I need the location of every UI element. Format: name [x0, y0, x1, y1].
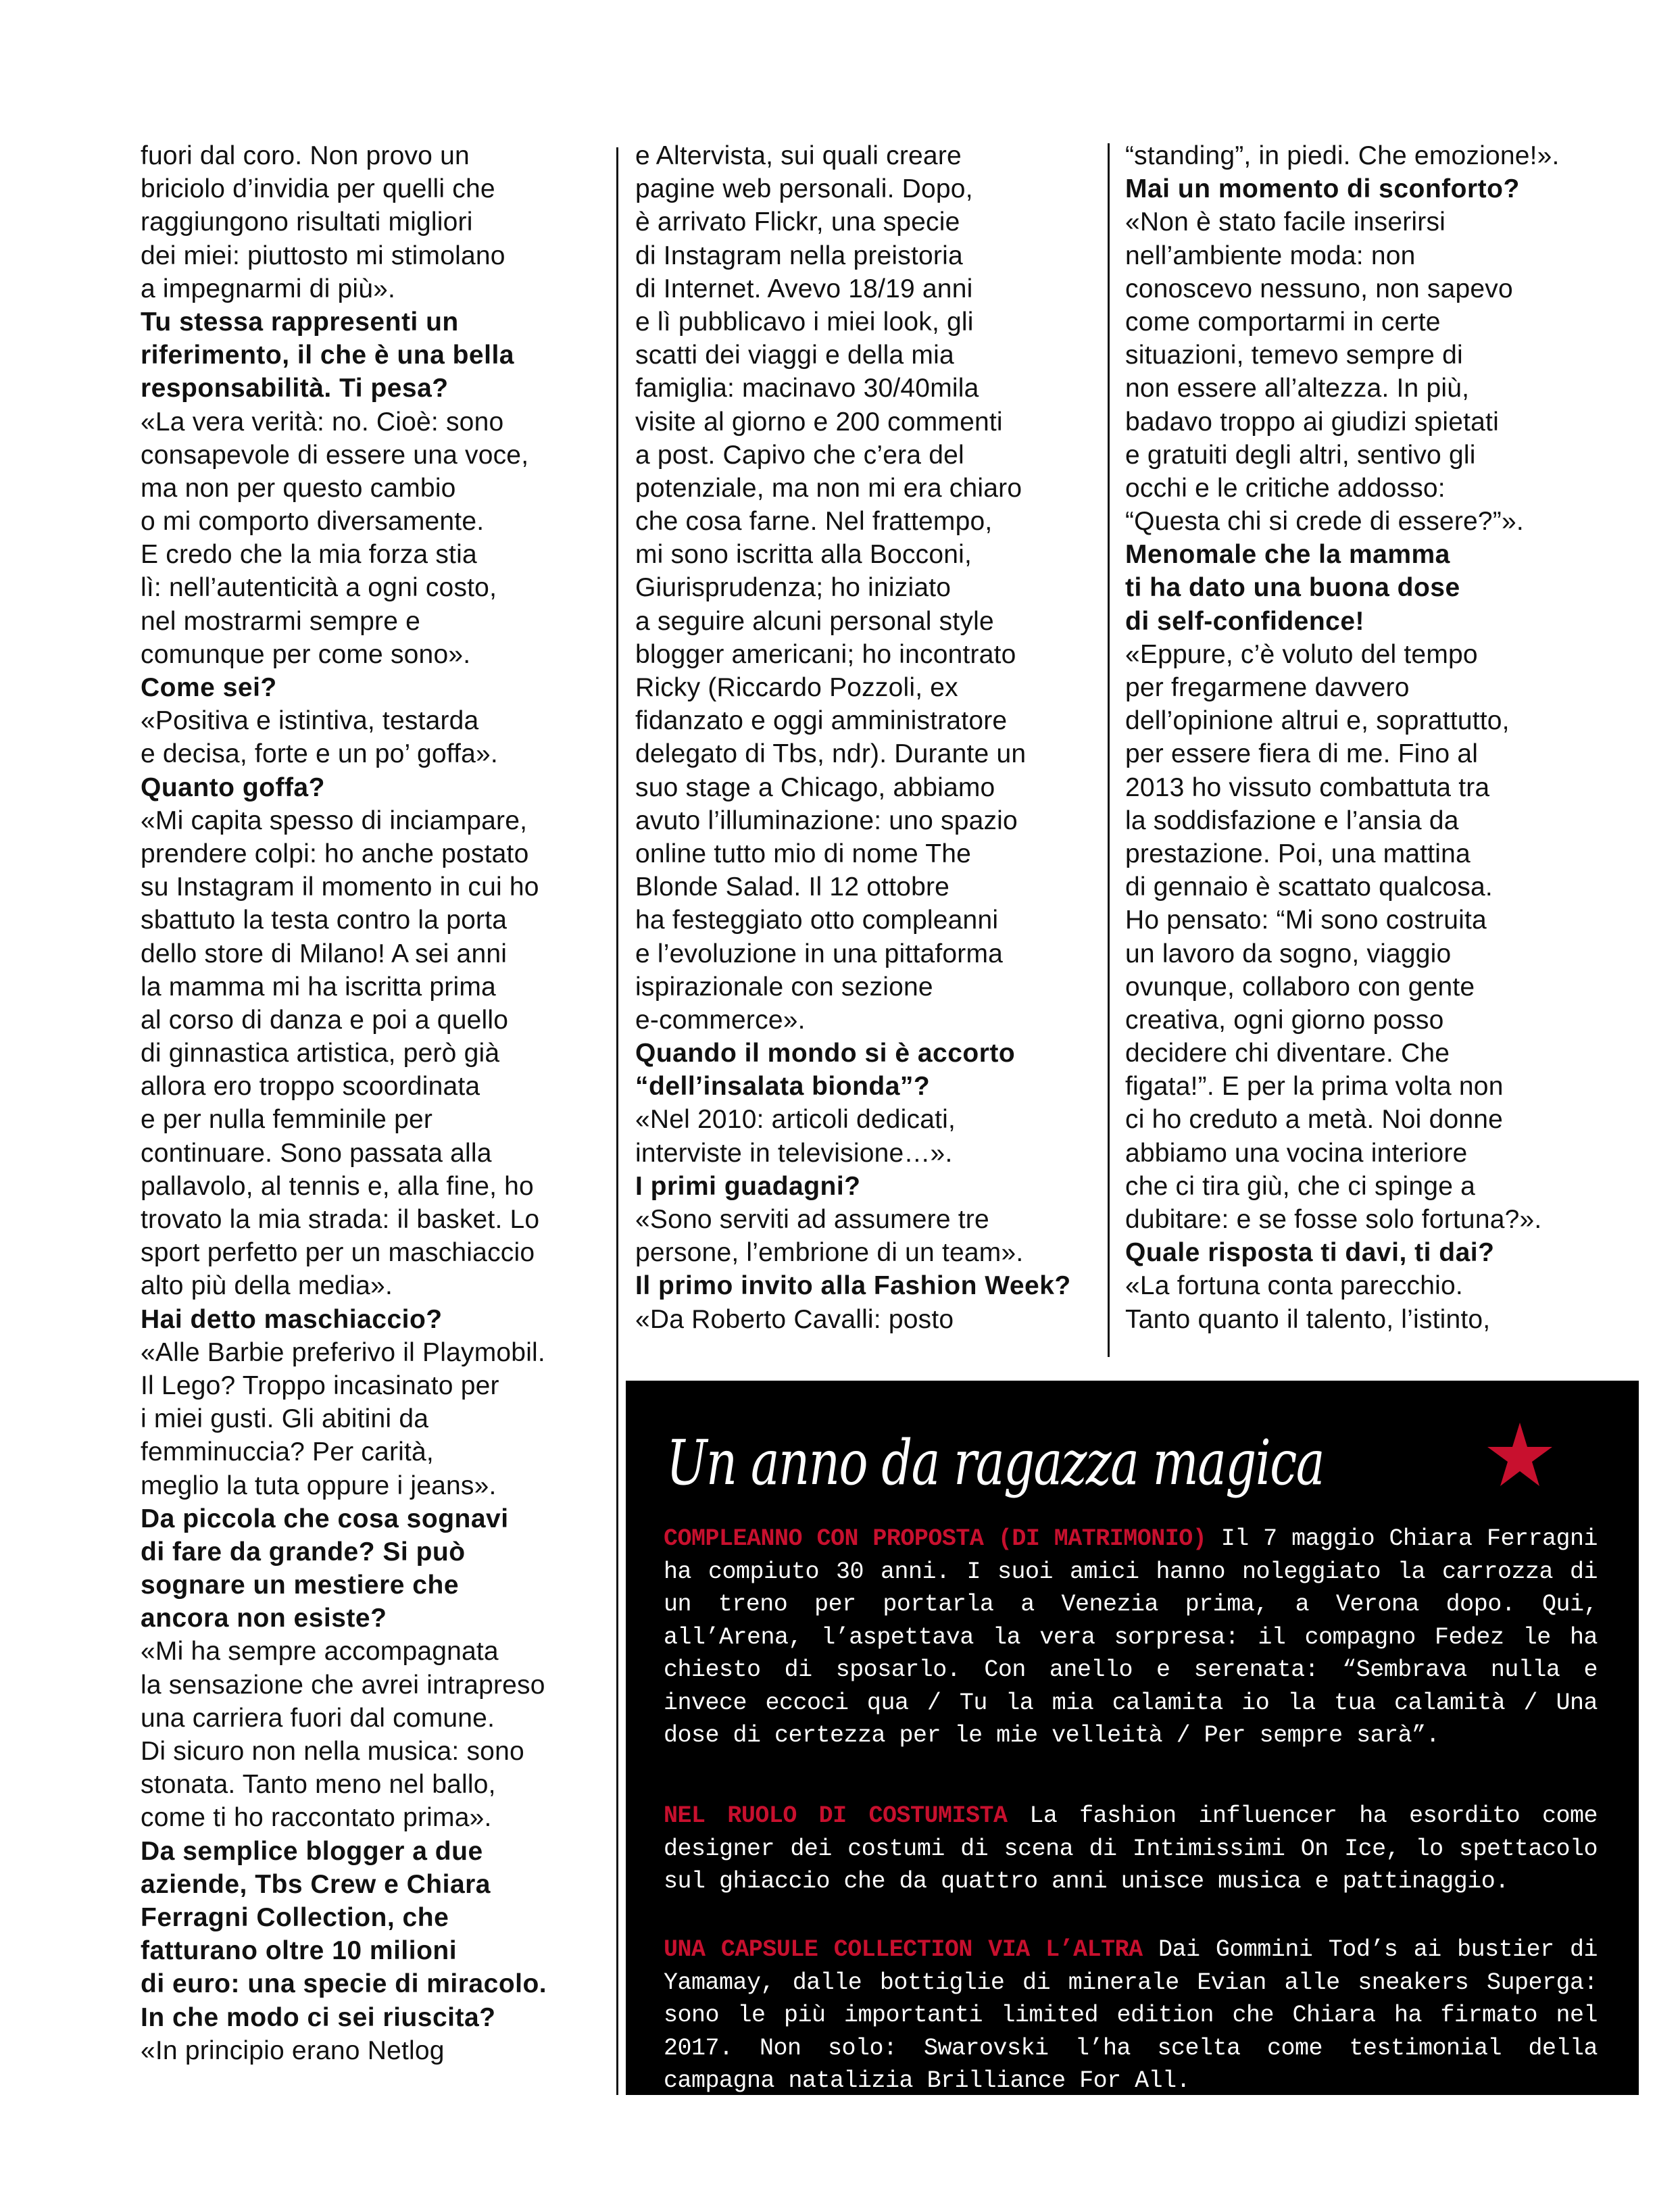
- interview-question-line: di self-confidence!: [1125, 606, 1365, 636]
- interview-question-line: Quando il mondo si è accorto: [635, 1039, 1016, 1068]
- sidebar-item: [664, 1800, 1598, 1898]
- interview-question-line: Menomale che la mamma: [1125, 540, 1450, 570]
- interview-answer-line: Ho pensato: “Mi sono costruita: [1125, 906, 1487, 935]
- interview-answer-line: su Instagram il momento in cui ho: [141, 872, 539, 902]
- interview-answer-line: “standing”, in piedi. Che emozione!».: [1125, 141, 1560, 170]
- interview-answer-line: ispirazionale con sezione: [635, 972, 933, 1002]
- interview-answer-line: «Alle Barbie preferivo il Playmobil.: [141, 1337, 545, 1367]
- interview-answer-line: figata!”. E per la prima volta non: [1125, 1072, 1504, 1102]
- interview-answer-line: comunque per come sono».: [141, 639, 471, 669]
- interview-answer-line: a seguire alcuni personal style: [635, 606, 994, 636]
- interview-question-line: Tu stessa rappresenti un: [141, 307, 459, 337]
- sidebar-title: Un anno da ragazza magica: [666, 1427, 1324, 1499]
- interview-question-line: aziende, Tbs Crew e Chiara: [141, 1869, 491, 1899]
- interview-question-line: Come sei?: [141, 673, 277, 702]
- interview-answer-line: conoscevo nessuno, non sapevo: [1125, 274, 1513, 303]
- interview-answer-line: occhi e le critiche addosso:: [1125, 473, 1446, 503]
- interview-answer-line: Blonde Salad. Il 12 ottobre: [635, 872, 950, 902]
- interview-question-line: In che modo ci sei riuscita?: [141, 2002, 496, 2032]
- interview-answer-line: un lavoro da sogno, viaggio: [1125, 939, 1452, 968]
- interview-answer-line: E credo che la mia forza stia: [141, 540, 477, 570]
- interview-answer-line: abbiamo una vocina interiore: [1125, 1138, 1468, 1168]
- interview-answer-line: che ci tira giù, che ci spinge a: [1125, 1171, 1476, 1201]
- interview-answer-line: e lì pubblicavo i miei look, gli: [635, 307, 974, 337]
- interview-answer-line: avuto l’illuminazione: uno spazio: [635, 806, 1018, 835]
- interview-answer-line: e gratuiti degli altri, sentivo gli: [1125, 440, 1476, 470]
- interview-answer-line: stonata. Tanto meno nel ballo,: [141, 1770, 496, 1800]
- interview-question-line: I primi guadagni?: [635, 1171, 861, 1201]
- interview-answer-line: continuare. Sono passata alla: [141, 1138, 492, 1168]
- interview-answer-line: mi sono iscritta alla Bocconi,: [635, 540, 972, 570]
- interview-answer-line: «La vera verità: no. Cioè: sono: [141, 407, 504, 437]
- interview-answer-line: ha festeggiato otto compleanni: [635, 906, 999, 935]
- column-divider-2: [1108, 143, 1110, 1357]
- interview-answer-line: al corso di danza e poi a quello: [141, 1005, 509, 1035]
- interview-answer-line: delegato di Tbs, ndr). Durante un: [635, 739, 1027, 769]
- article-column-1: [141, 139, 607, 2067]
- interview-question-line: ancora non esiste?: [141, 1604, 387, 1633]
- interview-answer-line: e decisa, forte e un po’ goffa».: [141, 739, 498, 769]
- interview-question-line: “dell’insalata bionda”?: [635, 1072, 931, 1102]
- interview-answer-line: meglio la tuta oppure i jeans».: [141, 1471, 497, 1500]
- interview-answer-line: di Instagram nella preistoria: [635, 241, 963, 270]
- interview-answer-line: trovato la mia strada: il basket. Lo: [141, 1205, 540, 1234]
- interview-answer-line: prestazione. Poi, una mattina: [1125, 839, 1471, 868]
- interview-question-line: Da piccola che cosa sognavi: [141, 1504, 509, 1533]
- interview-answer-line: 2013 ho vissuto combattuta tra: [1125, 772, 1490, 802]
- interview-answer-line: ci ho creduto a metà. Noi donne: [1125, 1105, 1504, 1135]
- interview-answer-line: dello store di Milano! A sei anni: [141, 939, 508, 968]
- interview-question-line: sognare un mestiere che: [141, 1571, 460, 1600]
- interview-answer-line: pagine web personali. Dopo,: [635, 174, 973, 204]
- interview-answer-line: «Positiva e istintiva, testarda: [141, 706, 479, 736]
- interview-answer-line: che cosa farne. Nel frattempo,: [635, 507, 993, 537]
- interview-answer-line: sbattuto la testa contro la porta: [141, 906, 508, 935]
- interview-answer-line: prendere colpi: ho anche postato: [141, 839, 529, 868]
- interview-answer-line: ovunque, collaboro con gente: [1125, 972, 1475, 1002]
- sidebar-item-body: Dai Gommini Tod’s ai bustier di Yamamay, dalle bottiglie di minerale Evian alle sneakers Superga: sono le più importanti limited edition che Chiara ha firmato nel 2017. Non solo: Swarovski l’ha scelta come testimonial della campagna natalizia Brilliance For All.: [664, 1936, 1598, 2094]
- interview-question-line: responsabilità. Ti pesa?: [141, 374, 449, 403]
- interview-question-line: Hai detto maschiaccio?: [141, 1304, 443, 1334]
- interview-answer-line: femminuccia? Per carità,: [141, 1437, 434, 1467]
- interview-answer-line: come ti ho raccontato prima».: [141, 1803, 492, 1833]
- interview-answer-line: dell’opinione altrui e, soprattutto,: [1125, 706, 1510, 736]
- interview-answer-line: o mi comporto diversamente.: [141, 507, 485, 537]
- interview-answer-line: a impegnarmi di più».: [141, 274, 396, 303]
- interview-answer-line: famiglia: macinavo 30/40mila: [635, 374, 979, 403]
- interview-answer-line: scatti dei viaggi e della mia: [635, 341, 954, 370]
- column-divider-1: [616, 147, 618, 2095]
- star-icon: [1483, 1421, 1557, 1489]
- interview-answer-line: «La fortuna conta parecchio.: [1125, 1271, 1463, 1301]
- interview-answer-line: di gennaio è scattato qualcosa.: [1125, 872, 1493, 902]
- interview-answer-line: fuori dal coro. Non provo un: [141, 141, 470, 170]
- interview-answer-line: blogger americani; ho incontrato: [635, 639, 1016, 669]
- interview-answer-line: ma non per questo cambio: [141, 473, 456, 503]
- interview-answer-line: situazioni, temevo sempre di: [1125, 341, 1463, 370]
- interview-question-line: fatturano oltre 10 milioni: [141, 1936, 458, 1966]
- sidebar-item-kicker: NEL RUOLO DI COSTUMISTA: [664, 1802, 1008, 1829]
- interview-answer-line: «In principio erano Netlog: [141, 2036, 445, 2065]
- interview-answer-line: «Mi ha sempre accompagnata: [141, 1637, 499, 1667]
- interview-answer-line: e Altervista, sui quali creare: [635, 141, 962, 170]
- interview-answer-line: è arrivato Flickr, una specie: [635, 207, 960, 237]
- interview-answer-line: sport perfetto per un maschiaccio: [141, 1238, 535, 1268]
- sidebar-item-body: Il 7 maggio Chiara Ferragni ha compiuto 30 anni. I suoi amici hanno noleggiato la carrozza di un treno per portarla a Venezia prima, a Verona dopo. Qui, all’Arena, l’aspettava la vera sorpresa: il compagno Fedez le ha chiesto di sposarlo. Con anello e serenata: “Sembrava nulla e invece eccoci qua / Tu la mia calamita io la tua calamità / Una dose di certezza per le mie velleità / Per sempre sarà”.: [664, 1525, 1598, 1749]
- interview-answer-line: “Questa chi si crede di essere?”».: [1125, 507, 1524, 537]
- interview-question-line: Quale risposta ti davi, ti dai?: [1125, 1238, 1495, 1268]
- interview-question-line: Ferragni Collection, che: [141, 1902, 449, 1932]
- interview-question-line: Quanto goffa?: [141, 772, 325, 802]
- interview-answer-line: per fregarmene davvero: [1125, 673, 1410, 702]
- interview-answer-line: dei miei: piuttosto mi stimolano: [141, 241, 505, 270]
- interview-answer-line: lì: nell’autenticità a ogni costo,: [141, 573, 497, 603]
- sidebar-item-kicker: UNA CAPSULE COLLECTION VIA L’ALTRA: [664, 1936, 1143, 1963]
- interview-question-line: ti ha dato una buona dose: [1125, 573, 1460, 603]
- interview-answer-line: per essere fiera di me. Fino al: [1125, 739, 1479, 769]
- interview-question-line: di fare da grande? Si può: [141, 1537, 466, 1567]
- interview-answer-line: creativa, ogni giorno posso: [1125, 1005, 1444, 1035]
- interview-question-line: Da semplice blogger a due: [141, 1836, 483, 1866]
- interview-question-line: di euro: una specie di miracolo.: [141, 1969, 547, 1999]
- interview-answer-line: fidanzato e oggi amministratore: [635, 706, 1008, 736]
- interview-answer-line: «Non è stato facile inserirsi: [1125, 207, 1446, 237]
- interview-answer-line: consapevole di essere una voce,: [141, 440, 529, 470]
- interview-answer-line: di ginnastica artistica, però già: [141, 1039, 500, 1068]
- interview-answer-line: briciolo d’invidia per quelli che: [141, 174, 495, 204]
- interview-answer-line: decidere chi diventare. Che: [1125, 1039, 1450, 1068]
- interview-answer-line: «Eppure, c’è voluto del tempo: [1125, 639, 1478, 669]
- interview-answer-line: Il Lego? Troppo incasinato per: [141, 1371, 499, 1400]
- interview-answer-line: Giurisprudenza; ho iniziato: [635, 573, 952, 603]
- interview-answer-line: la soddisfazione e l’ansia da: [1125, 806, 1459, 835]
- interview-answer-line: dubitare: e se fosse solo fortuna?».: [1125, 1205, 1542, 1234]
- interview-answer-line: di Internet. Avevo 18/19 anni: [635, 274, 973, 303]
- interview-answer-line: una carriera fuori dal comune.: [141, 1703, 495, 1733]
- interview-question-line: riferimento, il che è una bella: [141, 341, 514, 370]
- interview-answer-line: nel mostrarmi sempre e: [141, 606, 421, 636]
- sidebar-item: [664, 1523, 1598, 1752]
- interview-answer-line: e per nulla femminile per: [141, 1105, 433, 1135]
- interview-answer-line: alto più della media».: [141, 1271, 393, 1301]
- article-column-2: [635, 139, 1095, 1336]
- sidebar-box: [626, 1381, 1639, 2095]
- interview-answer-line: nell’ambiente moda: non: [1125, 241, 1416, 270]
- interview-answer-line: i miei gusti. Gli abitini da: [141, 1404, 429, 1434]
- interview-answer-line: e-commerce».: [635, 1005, 806, 1035]
- interview-answer-line: persone, l’embrione di un team».: [635, 1238, 1024, 1268]
- sidebar-item: [664, 1933, 1598, 2098]
- interview-answer-line: come comportarmi in certe: [1125, 307, 1441, 337]
- interview-answer-line: «Mi capita spesso di inciampare,: [141, 806, 528, 835]
- interview-answer-line: online tutto mio di nome The: [635, 839, 972, 868]
- interview-answer-line: visite al giorno e 200 commenti: [635, 407, 1003, 437]
- article-column-3: [1125, 139, 1598, 1336]
- sidebar-item-body: La fashion influencer ha esordito come designer dei costumi di scena di Intimissimi On Ice, lo spettacolo sul ghiaccio che da quattro anni unisce musica e pattinaggio.: [664, 1802, 1598, 1895]
- interview-answer-line: suo stage a Chicago, abbiamo: [635, 772, 995, 802]
- sidebar-item-kicker: COMPLEANNO CON PROPOSTA (DI MATRIMONIO): [664, 1525, 1207, 1552]
- interview-answer-line: potenziale, ma non mi era chiaro: [635, 473, 1022, 503]
- interview-answer-line: non essere all’altezza. In più,: [1125, 374, 1470, 403]
- interview-answer-line: Ricky (Riccardo Pozzoli, ex: [635, 673, 958, 702]
- interview-answer-line: Tanto quanto il talento, l’istinto,: [1125, 1304, 1491, 1334]
- interview-answer-line: interviste in televisione…».: [635, 1138, 953, 1168]
- interview-answer-line: Di sicuro non nella musica: sono: [141, 1737, 524, 1766]
- interview-answer-line: la sensazione che avrei intrapreso: [141, 1670, 545, 1700]
- interview-answer-line: e l’evoluzione in una pittaforma: [635, 939, 1004, 968]
- interview-answer-line: badavo troppo ai giudizi spietati: [1125, 407, 1499, 437]
- interview-question-line: Mai un momento di sconforto?: [1125, 174, 1520, 204]
- interview-answer-line: raggiungono risultati migliori: [141, 207, 473, 237]
- interview-answer-line: a post. Capivo che c’era del: [635, 440, 964, 470]
- interview-question-line: Il primo invito alla Fashion Week?: [635, 1271, 1071, 1301]
- interview-answer-line: la mamma mi ha iscritta prima: [141, 972, 496, 1002]
- interview-answer-line: «Nel 2010: articoli dedicati,: [635, 1105, 956, 1135]
- interview-answer-line: «Sono serviti ad assumere tre: [635, 1205, 989, 1234]
- interview-answer-line: «Da Roberto Cavalli: posto: [635, 1304, 954, 1334]
- interview-answer-line: pallavolo, al tennis e, alla fine, ho: [141, 1171, 534, 1201]
- interview-answer-line: allora ero troppo scoordinata: [141, 1072, 480, 1102]
